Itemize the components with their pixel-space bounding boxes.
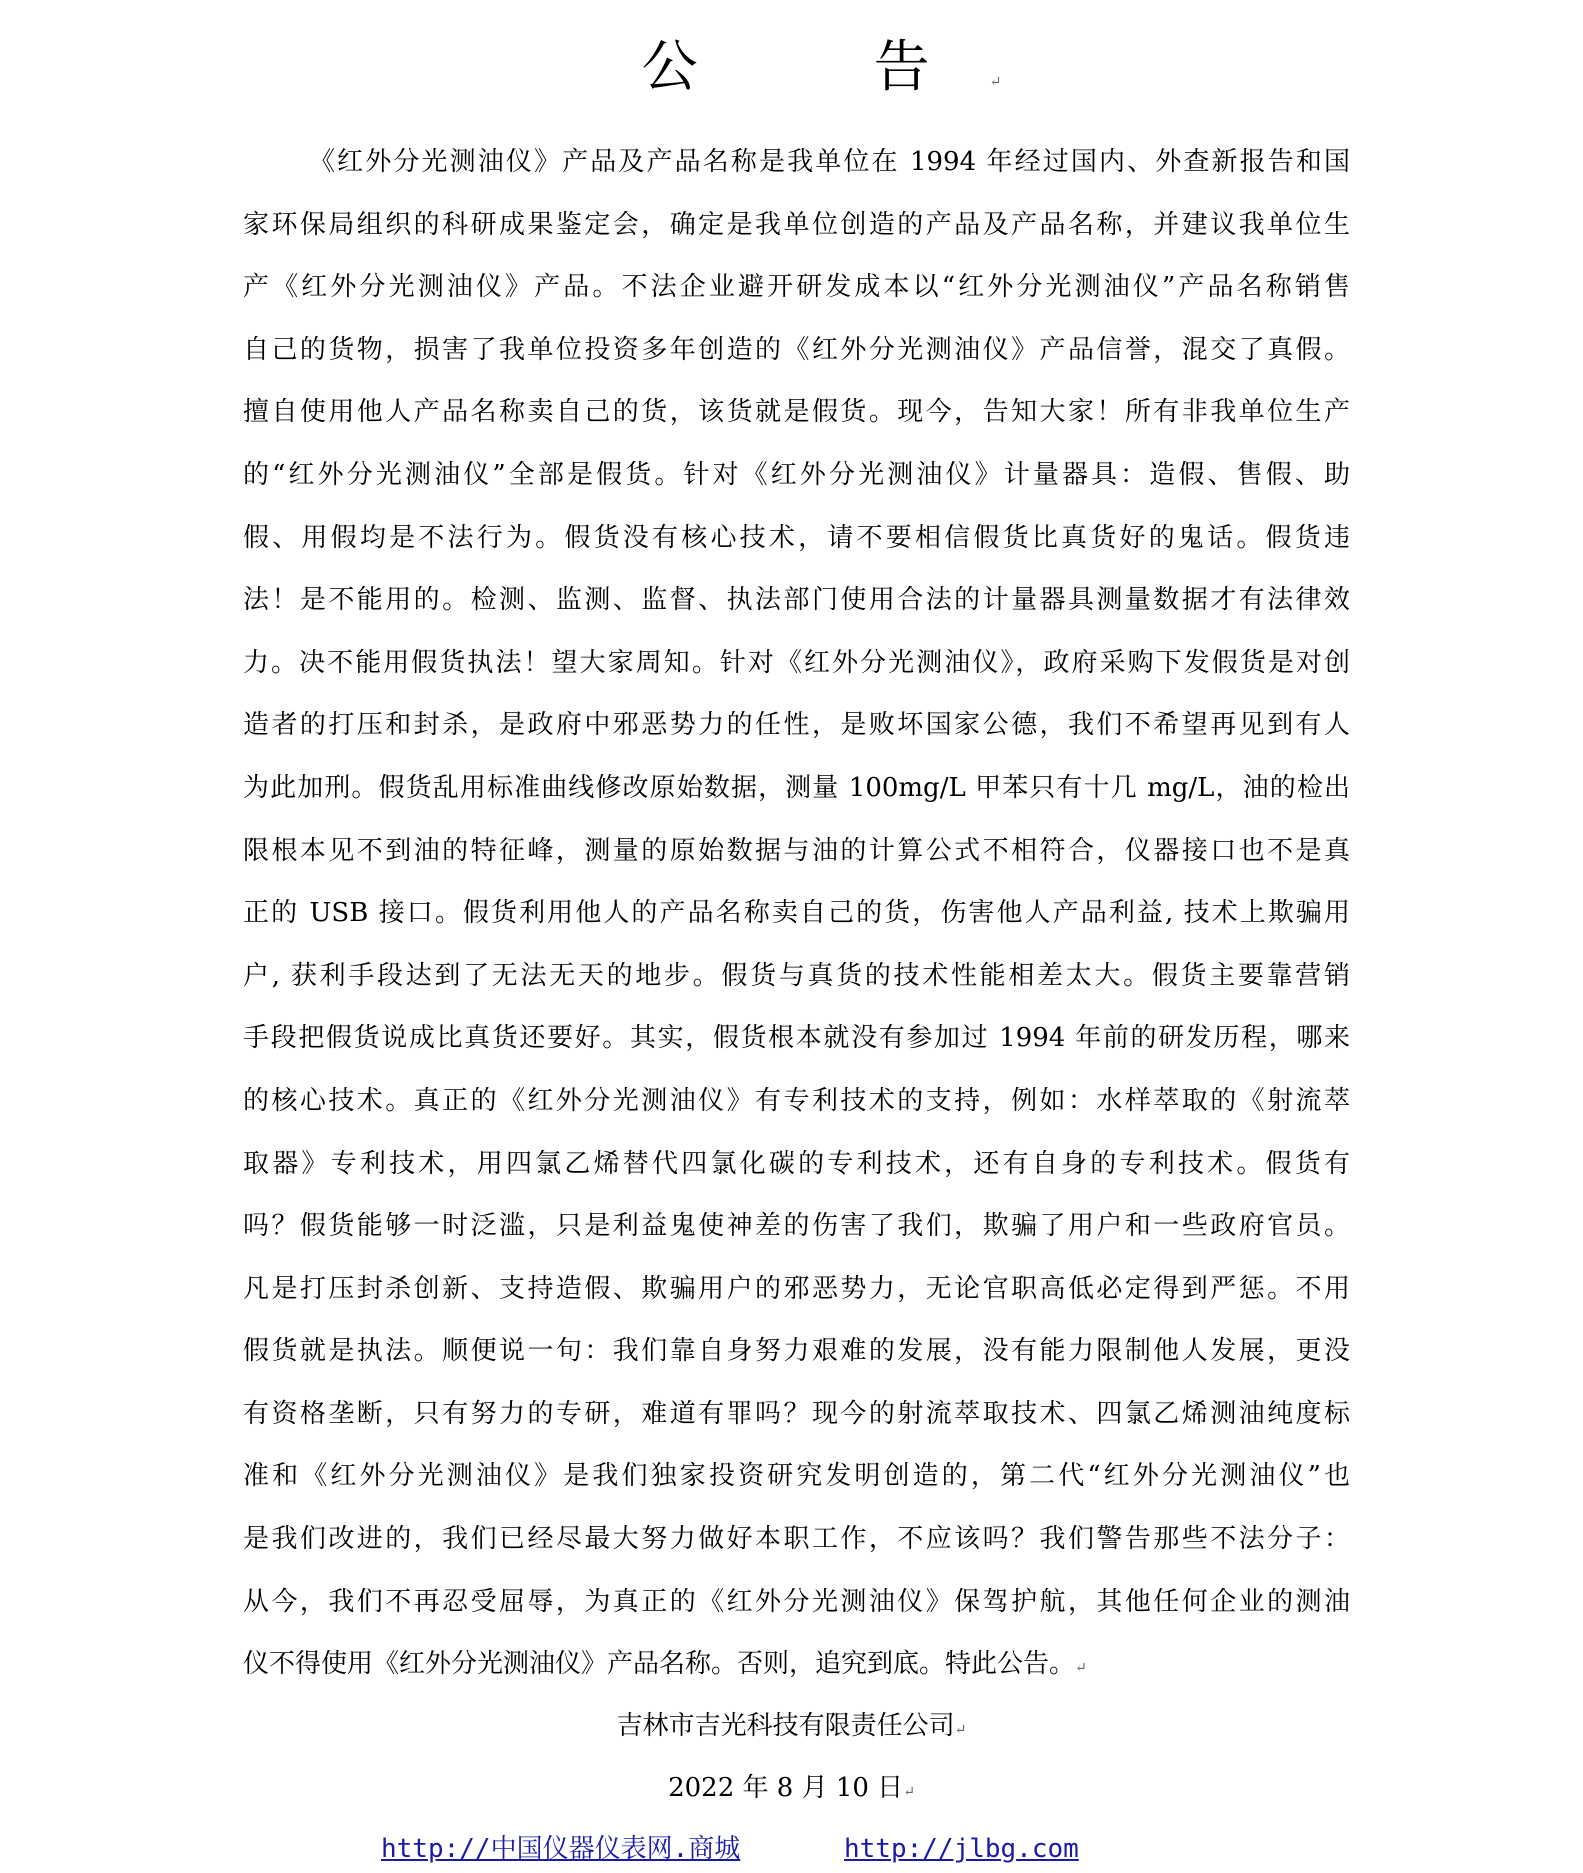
paragraph-mark-icon: ↵ (1075, 1660, 1087, 1677)
body-line: 擅自使用他人产品名称卖自己的货，该货就是假货。现今，告知大家！所有非我单位生产 (243, 397, 1350, 428)
announcement-date: 2022 年 8 月 10 日 (668, 1773, 904, 1803)
body-line: 从今，我们不再忍受屈辱，为真正的《红外分光测油仪》保驾护航，其他任何企业的测油 (243, 1586, 1350, 1617)
body-line: 取器》专利技术，用四氯乙烯替代四氯化碳的专利技术，还有自身的专利技术。假货有 (243, 1148, 1350, 1179)
body-line: 手段把假货说成比真货还要好。其实，假货根本就没有参加过 1994 年前的研发历程，哪来 (243, 1023, 1350, 1054)
body-line: 《红外分光测油仪》产品及产品名称是我单位在 1994 年经过国内、外查新报告和国 (309, 147, 1350, 177)
page-title-text: 公 告 (641, 35, 990, 100)
body-line: 有资格垄断，只有努力的专研，难道有罪吗？现今的射流萃取技术、四氯乙烯测油纯度标 (243, 1398, 1350, 1429)
body-line: 产《红外分光测油仪》产品。不法企业避开研发成本以“红外分光测油仪”产品名称销售 (243, 272, 1350, 303)
body-line: 力。决不能用假货执法！望大家周知。针对《红外分光测油仪》，政府采购下发假货是对创 (243, 647, 1350, 678)
signature-company (0, 1706, 1583, 1750)
body-line: 的核心技术。真正的《红外分光测油仪》有专利技术的支持，例如：水样萃取的《射流萃 (243, 1085, 1350, 1116)
paragraph-mark-icon: ↵ (903, 1784, 915, 1800)
body-line-last (243, 1633, 1350, 1696)
link-jlbg[interactable]: http://jlbg.com (844, 1834, 1079, 1864)
body-line: 吗？假货能够一时泛滥，只是利益鬼使神差的伤害了我们，欺骗了用户和一些政府官员。 (243, 1211, 1350, 1242)
page-title (0, 28, 1583, 122)
paragraph-mark-icon: ↵ (954, 1722, 967, 1738)
body-line: 法！是不能用的。检测、监测、监督、执法部门使用合法的计量器具测量数据才有法律效 (243, 585, 1350, 616)
body-line: 凡是打压封杀创新、支持造假、欺骗用户的邪恶势力，无论官职高低必定得到严惩。不用 (243, 1273, 1350, 1304)
body-line: 自己的货物，损害了我单位投资多年创造的《红外分光测油仪》产品信誉，混交了真假。 (243, 334, 1350, 365)
paragraph-mark-icon: ↵ (989, 74, 1002, 90)
body-line: 限根本见不到油的特征峰，测量的原始数据与油的计算公式不相符合，仪器接口也不是真 (243, 835, 1350, 866)
announcement-body (243, 131, 1350, 1696)
body-line: 正的 USB 接口。假货利用他人的产品名称卖自己的货，伤害他人产品利益, 技术上欺骗用 (243, 898, 1350, 929)
body-line: 家环保局组织的科研成果鉴定会，确定是我单位创造的产品及产品名称，并建议我单位生 (243, 209, 1350, 240)
body-line: 造者的打压和封杀，是政府中邪恶势力的任性，是败坏国家公德，我们不希望再见到有人 (243, 710, 1350, 741)
body-line: 假、用假均是不法行为。假货没有核心技术，请不要相信假货比真货好的鬼话。假货违 (243, 522, 1350, 553)
body-line: 的“红外分光测油仪”全部是假货。针对《红外分光测油仪》计量器具：造假、售假、助 (243, 459, 1350, 490)
signature-date (0, 1768, 1583, 1812)
body-line: 户, 获利手段达到了无法无天的地步。假货与真货的技术性能相差太大。假货主要靠营销 (243, 960, 1350, 991)
company-name: 吉林市吉光科技有限责任公司 (616, 1711, 955, 1741)
body-line: 假货就是执法。顺便说一句：我们靠自身努力艰难的发展，没有能力限制他人发展，更没 (243, 1336, 1350, 1367)
body-line: 准和《红外分光测油仪》是我们独家投资研究发明创造的，第二代“红外分光测油仪”也 (243, 1461, 1350, 1492)
body-line-text: 仪不得使用《红外分光测油仪》产品名称。否则，追究到底。特此公告。 (243, 1649, 1076, 1680)
body-line: 是我们改进的，我们已经尽最大努力做好本职工作，不应该吗？我们警告那些不法分子： (243, 1524, 1350, 1555)
footer-links (0, 1831, 1583, 1871)
body-line: 为此加刑。假货乱用标准曲线修改原始数据，测量 100mg/L 甲苯只有十几 mg/L，油的检出 (243, 772, 1350, 803)
link-china-instrument-mall[interactable]: http://中国仪器仪表网.商城 (381, 1834, 741, 1864)
